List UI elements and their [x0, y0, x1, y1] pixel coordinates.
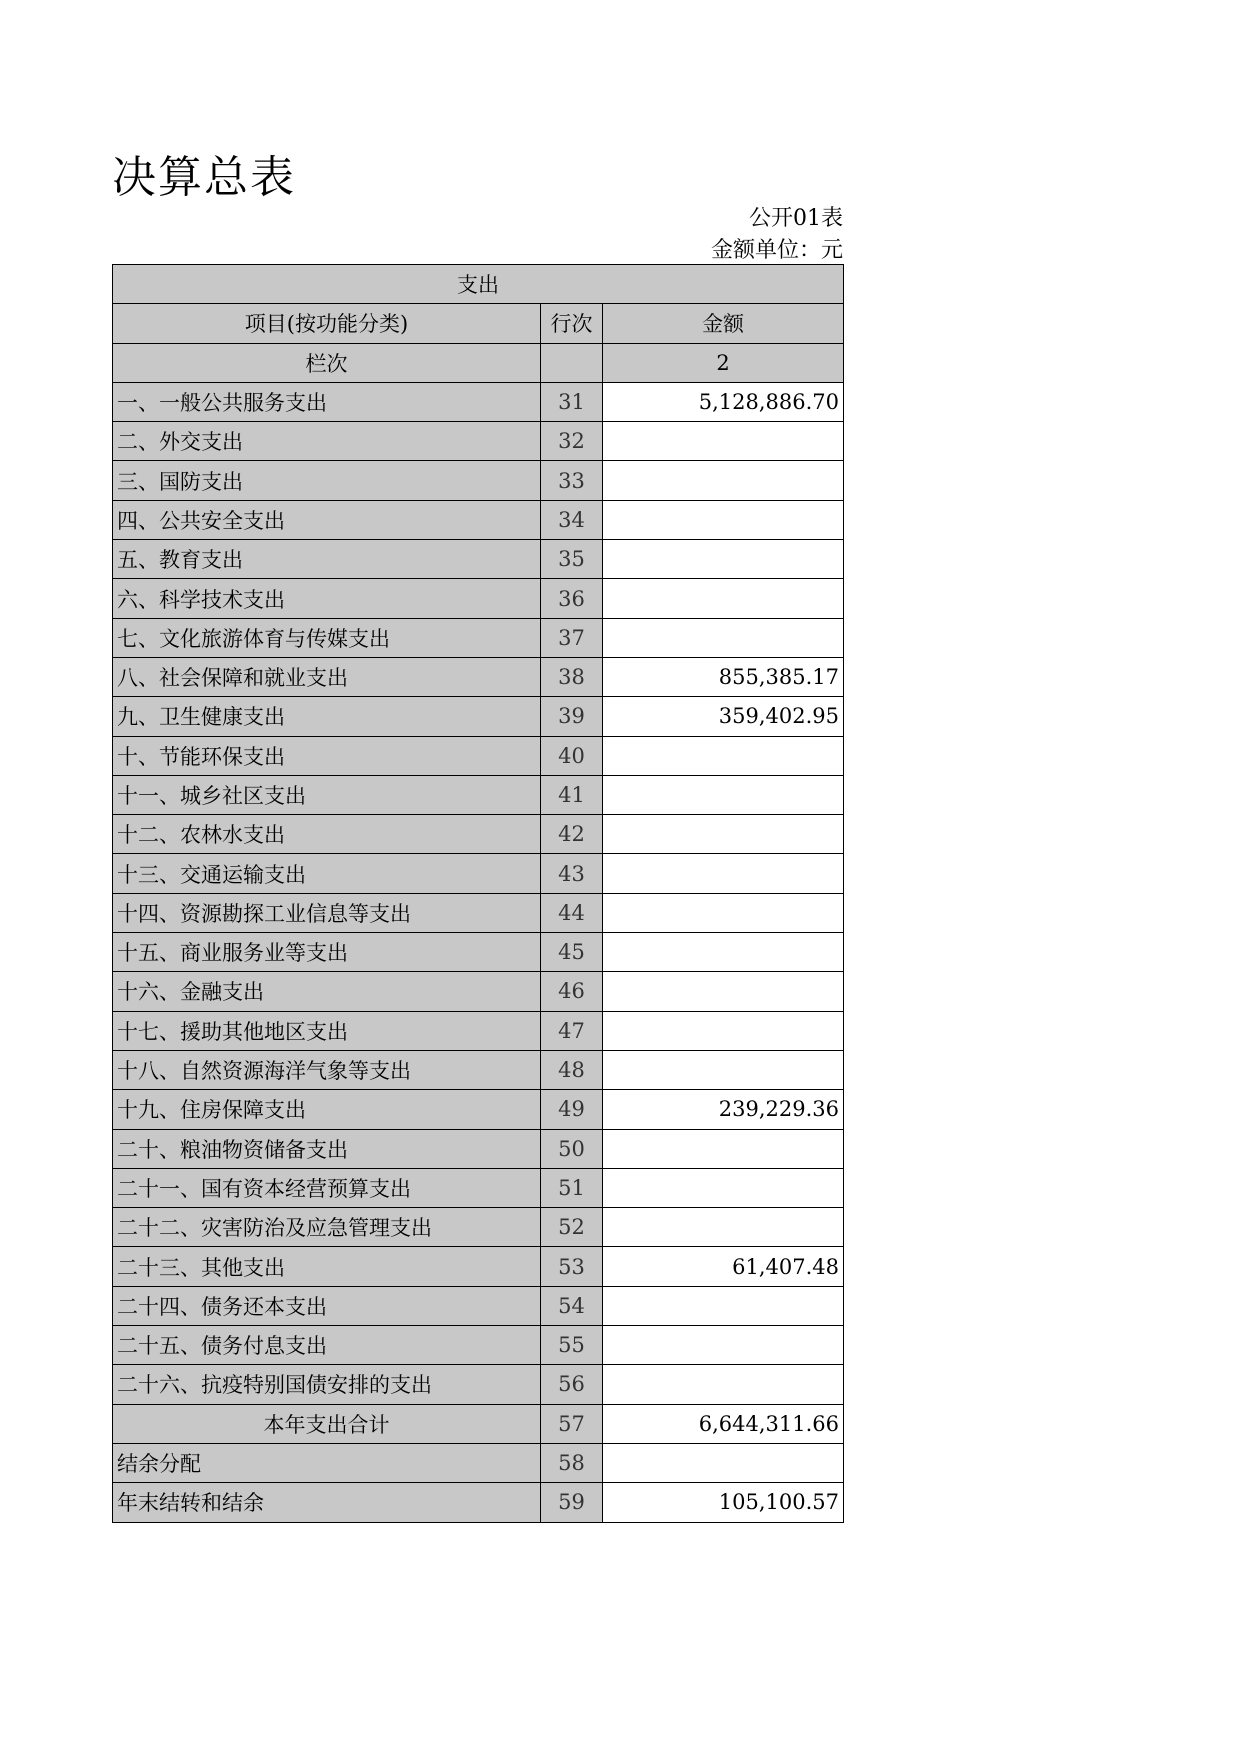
table-row	[113, 1404, 844, 1443]
row-number-cell: 53	[541, 1247, 603, 1286]
row-number-cell: 45	[541, 933, 603, 972]
amount-cell	[603, 618, 844, 657]
row-number-cell: 48	[541, 1050, 603, 1089]
table-row	[113, 736, 844, 775]
item-cell: 三、国防支出	[113, 461, 541, 500]
row-number-cell: 50	[541, 1129, 603, 1168]
row-number-cell: 46	[541, 972, 603, 1011]
expenditure-table	[112, 264, 844, 1523]
row-number-cell: 31	[541, 382, 603, 421]
table-header	[113, 265, 844, 383]
row-number-cell: 59	[541, 1483, 603, 1522]
table-row	[113, 579, 844, 618]
table-row	[113, 933, 844, 972]
amount-cell	[603, 461, 844, 500]
table-row	[113, 893, 844, 932]
item-cell: 年末结转和结余	[113, 1483, 541, 1522]
table-row	[113, 382, 844, 421]
row-number-cell: 32	[541, 422, 603, 461]
unit-label: 金额单位：元	[710, 238, 843, 263]
amount-cell	[603, 540, 844, 579]
amount-cell	[603, 1286, 844, 1325]
table-row	[113, 1286, 844, 1325]
row-number-cell: 36	[541, 579, 603, 618]
row-number-cell: 51	[541, 1168, 603, 1207]
table-row	[113, 1011, 844, 1050]
amount-cell	[603, 736, 844, 775]
item-cell: 六、科学技术支出	[113, 579, 541, 618]
amount-cell	[603, 815, 844, 854]
table-row	[113, 1483, 844, 1522]
table-row	[113, 1247, 844, 1286]
item-cell: 十五、商业服务业等支出	[113, 933, 541, 972]
amount-cell: 6,644,311.66	[603, 1404, 844, 1443]
amount-cell	[603, 972, 844, 1011]
item-cell: 一、一般公共服务支出	[113, 382, 541, 421]
row-number-cell: 47	[541, 1011, 603, 1050]
amount-cell	[603, 933, 844, 972]
table-row	[113, 1050, 844, 1089]
item-cell: 结余分配	[113, 1443, 541, 1482]
table-row	[113, 500, 844, 539]
row-number-cell: 35	[541, 540, 603, 579]
item-cell: 十三、交通运输支出	[113, 854, 541, 893]
row-number-cell: 54	[541, 1286, 603, 1325]
item-cell: 二十三、其他支出	[113, 1247, 541, 1286]
amount-cell: 359,402.95	[603, 697, 844, 736]
row-number-cell: 34	[541, 500, 603, 539]
table-row	[113, 422, 844, 461]
table-row	[113, 461, 844, 500]
section-header: 支出	[113, 265, 844, 304]
amount-cell: 61,407.48	[603, 1247, 844, 1286]
page-title: 决算总表	[112, 152, 296, 203]
row-number-cell: 40	[541, 736, 603, 775]
table-row	[113, 1090, 844, 1129]
amount-cell	[603, 579, 844, 618]
amount-cell	[603, 854, 844, 893]
item-cell: 四、公共安全支出	[113, 500, 541, 539]
item-cell: 五、教育支出	[113, 540, 541, 579]
item-cell: 十一、城乡社区支出	[113, 775, 541, 814]
amount-cell	[603, 1168, 844, 1207]
item-cell: 二十四、债务还本支出	[113, 1286, 541, 1325]
item-cell: 十二、农林水支出	[113, 815, 541, 854]
amount-cell	[603, 1129, 844, 1168]
item-cell: 二、外交支出	[113, 422, 541, 461]
item-cell: 十六、金融支出	[113, 972, 541, 1011]
row-number-cell: 57	[541, 1404, 603, 1443]
row-number-cell: 58	[541, 1443, 603, 1482]
amount-cell	[603, 1050, 844, 1089]
row-number-cell: 49	[541, 1090, 603, 1129]
row-number-cell: 44	[541, 893, 603, 932]
col-amount-header: 金额	[603, 304, 844, 343]
item-cell: 二十五、债务付息支出	[113, 1326, 541, 1365]
column-index-row-cell	[541, 343, 603, 382]
item-cell: 二十二、灾害防治及应急管理支出	[113, 1208, 541, 1247]
column-index-label: 栏次	[113, 343, 541, 382]
table-row	[113, 1365, 844, 1404]
row-number-cell: 41	[541, 775, 603, 814]
table-row	[113, 854, 844, 893]
amount-cell	[603, 500, 844, 539]
column-index-amount: 2	[603, 343, 844, 382]
amount-cell: 5,128,886.70	[603, 382, 844, 421]
row-number-cell: 38	[541, 657, 603, 696]
table-row	[113, 775, 844, 814]
item-cell: 十、节能环保支出	[113, 736, 541, 775]
total-item-cell: 本年支出合计	[113, 1404, 541, 1443]
amount-cell	[603, 1443, 844, 1482]
table-row	[113, 1168, 844, 1207]
table-row	[113, 1208, 844, 1247]
section-header-row	[113, 265, 844, 304]
column-index-row	[113, 343, 844, 382]
table-row	[113, 1129, 844, 1168]
amount-cell	[603, 893, 844, 932]
row-number-cell: 43	[541, 854, 603, 893]
amount-cell: 855,385.17	[603, 657, 844, 696]
table-row	[113, 815, 844, 854]
table-row	[113, 618, 844, 657]
table-body	[113, 382, 844, 1522]
item-cell: 七、文化旅游体育与传媒支出	[113, 618, 541, 657]
item-cell: 十九、住房保障支出	[113, 1090, 541, 1129]
item-cell: 十四、资源勘探工业信息等支出	[113, 893, 541, 932]
amount-cell	[603, 1208, 844, 1247]
amount-cell	[603, 1011, 844, 1050]
table-row	[113, 657, 844, 696]
item-cell: 八、社会保障和就业支出	[113, 657, 541, 696]
col-item-header: 项目(按功能分类)	[113, 304, 541, 343]
table-row	[113, 540, 844, 579]
row-number-cell: 55	[541, 1326, 603, 1365]
row-number-cell: 42	[541, 815, 603, 854]
amount-cell: 105,100.57	[603, 1483, 844, 1522]
table-code: 公开01表	[749, 206, 843, 231]
row-number-cell: 33	[541, 461, 603, 500]
amount-cell	[603, 1365, 844, 1404]
amount-cell	[603, 422, 844, 461]
item-cell: 二十、粮油物资储备支出	[113, 1129, 541, 1168]
item-cell: 十八、自然资源海洋气象等支出	[113, 1050, 541, 1089]
table-row	[113, 972, 844, 1011]
column-header-row	[113, 304, 844, 343]
row-number-cell: 39	[541, 697, 603, 736]
table-row	[113, 697, 844, 736]
amount-cell: 239,229.36	[603, 1090, 844, 1129]
row-number-cell: 56	[541, 1365, 603, 1404]
item-cell: 十七、援助其他地区支出	[113, 1011, 541, 1050]
item-cell: 二十六、抗疫特别国债安排的支出	[113, 1365, 541, 1404]
amount-cell	[603, 1326, 844, 1365]
table-row	[113, 1326, 844, 1365]
table-row	[113, 1443, 844, 1482]
item-cell: 九、卫生健康支出	[113, 697, 541, 736]
amount-cell	[603, 775, 844, 814]
row-number-cell: 52	[541, 1208, 603, 1247]
col-row-header: 行次	[541, 304, 603, 343]
item-cell: 二十一、国有资本经营预算支出	[113, 1168, 541, 1207]
row-number-cell: 37	[541, 618, 603, 657]
